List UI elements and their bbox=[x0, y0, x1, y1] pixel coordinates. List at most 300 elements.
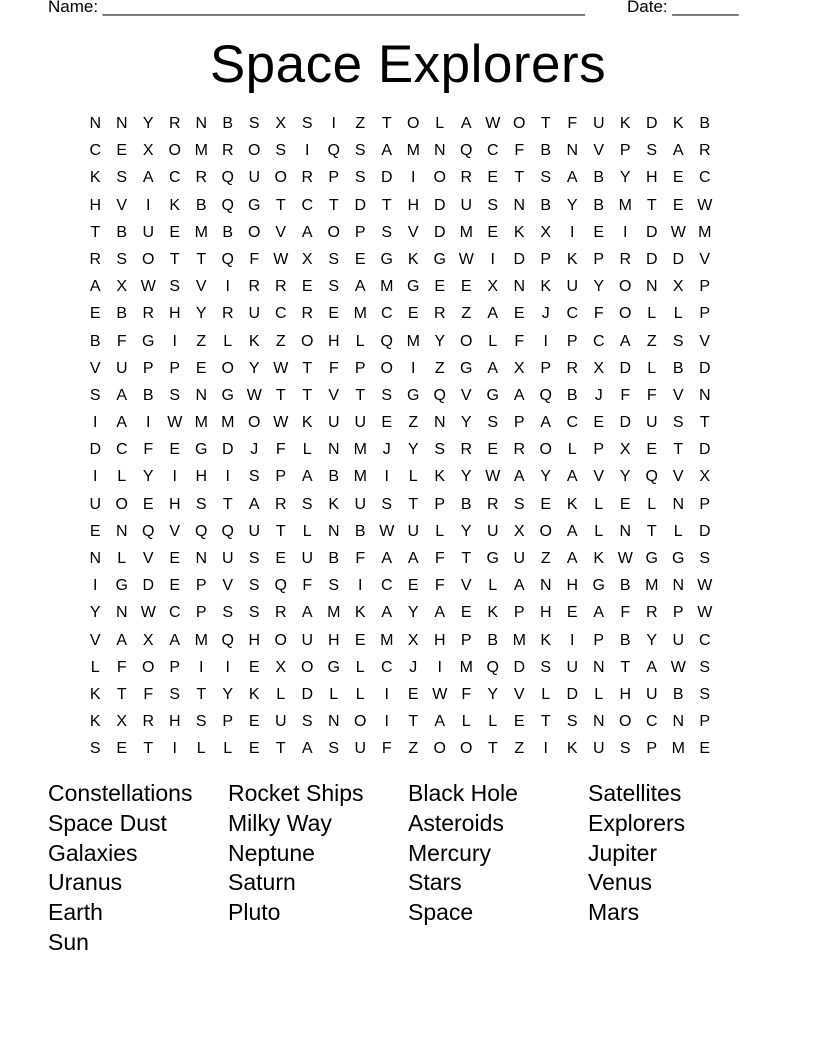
grid-letter[interactable]: V bbox=[116, 196, 128, 214]
grid-letter[interactable]: T bbox=[116, 685, 127, 703]
grid-letter[interactable]: L bbox=[647, 305, 657, 323]
grid-letter[interactable]: P bbox=[169, 658, 181, 676]
grid-letter[interactable]: K bbox=[540, 631, 552, 649]
grid-letter[interactable]: X bbox=[301, 250, 313, 268]
grid-letter[interactable]: A bbox=[116, 386, 128, 404]
grid-letter[interactable]: X bbox=[142, 142, 154, 160]
grid-letter[interactable]: T bbox=[408, 713, 419, 731]
grid-letter[interactable]: I bbox=[570, 631, 575, 649]
grid-letter[interactable]: S bbox=[328, 250, 340, 268]
grid-letter[interactable]: M bbox=[353, 305, 367, 323]
grid-letter[interactable]: W bbox=[697, 577, 713, 595]
grid-letter[interactable]: R bbox=[168, 115, 181, 132]
grid-letter[interactable]: I bbox=[490, 250, 495, 268]
grid-letter[interactable]: P bbox=[513, 414, 525, 432]
grid-letter[interactable]: C bbox=[380, 305, 393, 323]
grid-letter[interactable]: U bbox=[354, 414, 367, 432]
grid-letter[interactable]: L bbox=[594, 495, 604, 513]
grid-letter[interactable]: P bbox=[460, 631, 472, 649]
grid-letter[interactable]: E bbox=[460, 278, 472, 296]
grid-letter[interactable]: A bbox=[513, 386, 525, 404]
grid-letter[interactable]: G bbox=[592, 577, 605, 595]
grid-letter[interactable]: A bbox=[354, 278, 366, 296]
grid-letter[interactable]: W bbox=[697, 196, 713, 214]
grid-letter[interactable]: F bbox=[381, 740, 392, 758]
grid-letter[interactable]: I bbox=[93, 468, 98, 486]
grid-letter[interactable]: Z bbox=[355, 115, 366, 132]
grid-letter[interactable]: G bbox=[195, 441, 208, 459]
grid-letter[interactable]: Z bbox=[646, 332, 657, 350]
grid-letter[interactable]: E bbox=[593, 223, 605, 241]
grid-letter[interactable]: A bbox=[381, 550, 393, 567]
date-field[interactable]: Date: _______ bbox=[627, 0, 739, 16]
grid-letter[interactable]: V bbox=[407, 223, 419, 241]
grid-letter[interactable]: Z bbox=[514, 740, 525, 758]
grid-letter[interactable]: B bbox=[566, 386, 578, 404]
grid-letter[interactable]: T bbox=[461, 550, 472, 567]
grid-letter[interactable]: N bbox=[592, 713, 605, 731]
grid-letter[interactable]: B bbox=[222, 115, 234, 132]
grid-letter[interactable]: S bbox=[248, 604, 260, 622]
grid-letter[interactable]: I bbox=[437, 658, 442, 676]
grid-letter[interactable]: E bbox=[566, 604, 578, 622]
grid-letter[interactable]: R bbox=[645, 604, 658, 622]
grid-letter[interactable]: Z bbox=[408, 414, 419, 432]
grid-letter[interactable]: I bbox=[146, 414, 151, 432]
grid-letter[interactable]: D bbox=[380, 169, 393, 187]
grid-letter[interactable]: A bbox=[381, 604, 393, 622]
grid-letter[interactable]: P bbox=[328, 169, 340, 187]
grid-letter[interactable]: N bbox=[672, 713, 685, 731]
grid-letter[interactable]: L bbox=[355, 685, 365, 703]
grid-letter[interactable]: B bbox=[540, 196, 552, 214]
grid-letter[interactable]: U bbox=[460, 196, 473, 214]
grid-letter[interactable]: U bbox=[274, 713, 287, 731]
grid-letter[interactable]: Q bbox=[460, 142, 473, 160]
grid-letter[interactable]: L bbox=[329, 685, 339, 703]
grid-letter[interactable]: B bbox=[487, 631, 499, 649]
grid-letter[interactable]: B bbox=[672, 359, 684, 377]
grid-letter[interactable]: L bbox=[302, 441, 312, 459]
grid-letter[interactable]: D bbox=[354, 196, 367, 214]
grid-letter[interactable]: I bbox=[93, 577, 98, 595]
grid-letter[interactable]: L bbox=[117, 468, 127, 486]
grid-letter[interactable]: M bbox=[459, 658, 473, 676]
grid-letter[interactable]: Z bbox=[461, 305, 472, 323]
grid-letter[interactable]: L bbox=[541, 685, 551, 703]
grid-letter[interactable]: Q bbox=[274, 577, 287, 595]
grid-letter[interactable]: D bbox=[513, 250, 526, 268]
grid-letter[interactable]: W bbox=[617, 550, 633, 567]
grid-letter[interactable]: C bbox=[486, 142, 499, 160]
grid-letter[interactable]: D bbox=[433, 196, 446, 214]
grid-letter[interactable]: V bbox=[328, 386, 340, 404]
grid-letter[interactable]: R bbox=[248, 278, 261, 296]
grid-letter[interactable]: D bbox=[672, 250, 685, 268]
grid-letter[interactable]: P bbox=[142, 359, 154, 377]
grid-letter[interactable]: M bbox=[618, 196, 632, 214]
grid-letter[interactable]: F bbox=[328, 359, 339, 377]
grid-letter[interactable]: B bbox=[540, 142, 552, 160]
grid-letter[interactable]: F bbox=[249, 250, 260, 268]
grid-letter[interactable]: W bbox=[246, 386, 262, 404]
grid-letter[interactable]: S bbox=[487, 414, 499, 432]
grid-letter[interactable]: U bbox=[672, 631, 685, 649]
grid-letter[interactable]: K bbox=[566, 250, 578, 268]
grid-letter[interactable]: S bbox=[195, 713, 207, 731]
grid-letter[interactable]: V bbox=[275, 223, 287, 241]
grid-letter[interactable]: T bbox=[196, 685, 207, 703]
grid-letter[interactable]: G bbox=[486, 386, 499, 404]
grid-letter[interactable]: K bbox=[566, 740, 578, 758]
grid-letter[interactable]: O bbox=[619, 278, 632, 296]
grid-letter[interactable]: H bbox=[645, 169, 658, 187]
grid-letter[interactable]: S bbox=[169, 386, 181, 404]
grid-letter[interactable]: Y bbox=[619, 468, 631, 486]
grid-letter[interactable]: Q bbox=[221, 169, 234, 187]
grid-letter[interactable]: L bbox=[117, 550, 127, 567]
grid-letter[interactable]: Z bbox=[196, 332, 207, 350]
grid-letter[interactable]: E bbox=[513, 713, 525, 731]
grid-letter[interactable]: T bbox=[514, 169, 525, 187]
grid-letter[interactable]: E bbox=[116, 740, 128, 758]
grid-letter[interactable]: N bbox=[672, 495, 685, 513]
grid-letter[interactable]: P bbox=[169, 359, 181, 377]
grid-letter[interactable]: Q bbox=[221, 250, 234, 268]
grid-letter[interactable]: V bbox=[89, 631, 101, 649]
grid-letter[interactable]: F bbox=[434, 550, 445, 567]
grid-letter[interactable]: N bbox=[513, 278, 526, 296]
grid-letter[interactable]: N bbox=[645, 278, 658, 296]
grid-letter[interactable]: S bbox=[169, 278, 181, 296]
grid-letter[interactable]: C bbox=[566, 414, 579, 432]
grid-letter[interactable]: W bbox=[485, 115, 501, 132]
grid-letter[interactable]: V bbox=[89, 359, 101, 377]
grid-letter[interactable]: A bbox=[116, 414, 128, 432]
grid-letter[interactable]: B bbox=[328, 550, 340, 567]
grid-letter[interactable]: L bbox=[647, 359, 657, 377]
grid-letter[interactable]: X bbox=[513, 359, 525, 377]
grid-letter[interactable]: B bbox=[672, 685, 684, 703]
grid-letter[interactable]: R bbox=[566, 359, 579, 377]
grid-letter[interactable]: Y bbox=[460, 414, 472, 432]
grid-letter[interactable]: D bbox=[566, 685, 579, 703]
grid-letter[interactable]: T bbox=[143, 740, 154, 758]
grid-letter[interactable]: N bbox=[672, 577, 685, 595]
grid-letter[interactable]: P bbox=[593, 441, 605, 459]
grid-letter[interactable]: T bbox=[196, 250, 207, 268]
grid-letter[interactable]: T bbox=[381, 115, 392, 132]
grid-letter[interactable]: S bbox=[89, 386, 101, 404]
grid-letter[interactable]: G bbox=[407, 386, 420, 404]
grid-letter[interactable]: F bbox=[302, 577, 313, 595]
grid-letter[interactable]: A bbox=[460, 115, 472, 132]
grid-letter[interactable]: E bbox=[301, 278, 313, 296]
grid-letter[interactable]: I bbox=[93, 414, 98, 432]
grid-letter[interactable]: R bbox=[142, 305, 155, 323]
grid-letter[interactable]: A bbox=[407, 550, 419, 567]
grid-letter[interactable]: K bbox=[593, 550, 605, 567]
grid-letter[interactable]: K bbox=[487, 604, 499, 622]
grid-letter[interactable]: E bbox=[540, 495, 552, 513]
grid-letter[interactable]: W bbox=[167, 414, 183, 432]
grid-letter[interactable]: S bbox=[248, 550, 260, 567]
grid-letter[interactable]: W bbox=[273, 414, 289, 432]
grid-letter[interactable]: S bbox=[646, 142, 658, 160]
grid-letter[interactable]: G bbox=[380, 250, 393, 268]
grid-letter[interactable]: E bbox=[89, 305, 101, 323]
grid-letter[interactable]: E bbox=[407, 305, 419, 323]
grid-letter[interactable]: K bbox=[301, 414, 313, 432]
grid-letter[interactable]: N bbox=[89, 115, 102, 132]
grid-letter[interactable]: Y bbox=[434, 332, 446, 350]
grid-letter[interactable]: R bbox=[89, 250, 102, 268]
grid-letter[interactable]: H bbox=[619, 685, 632, 703]
grid-letter[interactable]: S bbox=[699, 658, 711, 676]
grid-letter[interactable]: E bbox=[169, 223, 181, 241]
grid-letter[interactable]: I bbox=[411, 359, 416, 377]
grid-letter[interactable]: O bbox=[142, 658, 155, 676]
grid-letter[interactable]: S bbox=[566, 713, 578, 731]
grid-letter[interactable]: U bbox=[566, 278, 579, 296]
grid-letter[interactable]: E bbox=[248, 713, 260, 731]
grid-letter[interactable]: R bbox=[274, 604, 287, 622]
grid-letter[interactable]: L bbox=[594, 522, 604, 540]
grid-letter[interactable]: S bbox=[248, 577, 260, 595]
grid-letter[interactable]: M bbox=[353, 468, 367, 486]
grid-letter[interactable]: Q bbox=[645, 468, 658, 486]
grid-letter[interactable]: Y bbox=[619, 169, 631, 187]
grid-letter[interactable]: U bbox=[327, 414, 340, 432]
grid-letter[interactable]: T bbox=[169, 250, 180, 268]
grid-letter[interactable]: Y bbox=[89, 604, 101, 622]
grid-letter[interactable]: N bbox=[195, 386, 208, 404]
grid-letter[interactable]: Y bbox=[142, 115, 154, 132]
grid-letter[interactable]: U bbox=[115, 359, 128, 377]
grid-letter[interactable]: D bbox=[619, 414, 632, 432]
grid-letter[interactable]: R bbox=[221, 142, 234, 160]
grid-letter[interactable]: W bbox=[458, 250, 474, 268]
grid-letter[interactable]: C bbox=[698, 169, 711, 187]
grid-letter[interactable]: T bbox=[328, 196, 339, 214]
grid-letter[interactable]: R bbox=[486, 495, 499, 513]
grid-letter[interactable]: X bbox=[487, 278, 499, 296]
grid-letter[interactable]: T bbox=[646, 522, 657, 540]
name-field[interactable]: Name: ___________________________________________________ bbox=[48, 0, 585, 16]
grid-letter[interactable]: W bbox=[379, 522, 395, 540]
grid-letter[interactable]: J bbox=[382, 441, 391, 459]
grid-letter[interactable]: M bbox=[406, 142, 420, 160]
grid-letter[interactable]: E bbox=[513, 305, 525, 323]
grid-letter[interactable]: D bbox=[645, 223, 658, 241]
grid-letter[interactable]: T bbox=[355, 386, 366, 404]
grid-letter[interactable]: A bbox=[487, 305, 499, 323]
grid-letter[interactable]: I bbox=[305, 142, 310, 160]
grid-letter[interactable]: X bbox=[116, 278, 128, 296]
grid-letter[interactable]: S bbox=[381, 386, 393, 404]
grid-letter[interactable]: T bbox=[222, 495, 233, 513]
grid-letter[interactable]: K bbox=[169, 196, 181, 214]
grid-letter[interactable]: E bbox=[275, 550, 287, 567]
grid-letter[interactable]: Z bbox=[275, 332, 286, 350]
grid-letter[interactable]: W bbox=[670, 223, 686, 241]
grid-letter[interactable]: V bbox=[169, 522, 181, 540]
grid-letter[interactable]: O bbox=[301, 332, 314, 350]
grid-letter[interactable]: O bbox=[274, 169, 287, 187]
grid-letter[interactable]: T bbox=[381, 196, 392, 214]
grid-letter[interactable]: S bbox=[619, 740, 631, 758]
grid-letter[interactable]: A bbox=[566, 468, 578, 486]
grid-letter[interactable]: B bbox=[460, 495, 472, 513]
grid-letter[interactable]: P bbox=[354, 359, 366, 377]
grid-letter[interactable]: R bbox=[698, 142, 711, 160]
grid-letter[interactable]: I bbox=[172, 740, 177, 758]
grid-letter[interactable]: Z bbox=[434, 359, 445, 377]
grid-letter[interactable]: N bbox=[195, 115, 208, 132]
grid-letter[interactable]: Y bbox=[540, 468, 552, 486]
grid-letter[interactable]: E bbox=[89, 522, 101, 540]
grid-letter[interactable]: S bbox=[699, 550, 711, 567]
grid-letter[interactable]: T bbox=[275, 740, 286, 758]
grid-letter[interactable]: G bbox=[486, 550, 499, 567]
grid-letter[interactable]: O bbox=[407, 115, 420, 132]
grid-letter[interactable]: U bbox=[301, 631, 314, 649]
grid-letter[interactable]: N bbox=[115, 115, 128, 132]
grid-letter[interactable]: E bbox=[169, 577, 181, 595]
grid-letter[interactable]: J bbox=[250, 441, 259, 459]
grid-letter[interactable]: S bbox=[540, 658, 552, 676]
grid-letter[interactable]: T bbox=[408, 495, 419, 513]
grid-letter[interactable]: R bbox=[142, 713, 155, 731]
grid-letter[interactable]: J bbox=[594, 386, 603, 404]
grid-letter[interactable]: A bbox=[566, 550, 578, 567]
grid-letter[interactable]: Y bbox=[460, 522, 472, 540]
grid-letter[interactable]: O bbox=[168, 142, 181, 160]
grid-letter[interactable]: H bbox=[407, 196, 420, 214]
grid-letter[interactable]: O bbox=[513, 115, 526, 132]
grid-letter[interactable]: I bbox=[146, 196, 151, 214]
grid-letter[interactable]: S bbox=[222, 604, 234, 622]
grid-letter[interactable]: K bbox=[248, 332, 260, 350]
grid-letter[interactable]: C bbox=[115, 441, 128, 459]
grid-letter[interactable]: O bbox=[115, 495, 128, 513]
grid-letter[interactable]: Y bbox=[646, 631, 658, 649]
grid-letter[interactable]: L bbox=[673, 305, 683, 323]
grid-letter[interactable]: J bbox=[541, 305, 550, 323]
grid-letter[interactable]: G bbox=[142, 332, 155, 350]
grid-letter[interactable]: I bbox=[358, 577, 363, 595]
grid-letter[interactable]: N bbox=[619, 522, 632, 540]
grid-letter[interactable]: F bbox=[143, 441, 154, 459]
grid-letter[interactable]: P bbox=[699, 495, 711, 513]
grid-letter[interactable]: S bbox=[672, 414, 684, 432]
grid-letter[interactable]: R bbox=[433, 305, 446, 323]
grid-letter[interactable]: B bbox=[619, 631, 631, 649]
grid-letter[interactable]: L bbox=[223, 740, 233, 758]
grid-letter[interactable]: Q bbox=[539, 386, 552, 404]
grid-letter[interactable]: P bbox=[699, 305, 711, 323]
grid-letter[interactable]: B bbox=[699, 115, 711, 132]
grid-letter[interactable]: Q bbox=[195, 522, 208, 540]
grid-letter[interactable]: X bbox=[275, 115, 287, 132]
grid-letter[interactable]: T bbox=[302, 386, 313, 404]
grid-letter[interactable]: T bbox=[540, 713, 551, 731]
grid-letter[interactable]: O bbox=[248, 142, 261, 160]
grid-letter[interactable]: H bbox=[327, 332, 340, 350]
grid-letter[interactable]: R bbox=[460, 169, 473, 187]
grid-letter[interactable]: A bbox=[513, 468, 525, 486]
grid-letter[interactable]: I bbox=[570, 223, 575, 241]
grid-letter[interactable]: A bbox=[619, 332, 631, 350]
grid-letter[interactable]: U bbox=[645, 685, 658, 703]
grid-letter[interactable]: A bbox=[381, 142, 393, 160]
grid-letter[interactable]: M bbox=[380, 631, 394, 649]
grid-letter[interactable]: L bbox=[488, 713, 498, 731]
grid-letter[interactable]: D bbox=[221, 441, 234, 459]
grid-letter[interactable]: N bbox=[592, 658, 605, 676]
grid-letter[interactable]: W bbox=[670, 658, 686, 676]
grid-letter[interactable]: I bbox=[384, 685, 389, 703]
grid-letter[interactable]: R bbox=[221, 305, 234, 323]
grid-letter[interactable]: S bbox=[487, 196, 499, 214]
grid-letter[interactable]: I bbox=[384, 713, 389, 731]
grid-letter[interactable]: U bbox=[248, 169, 261, 187]
grid-letter[interactable]: O bbox=[248, 223, 261, 241]
grid-letter[interactable]: I bbox=[172, 468, 177, 486]
grid-letter[interactable]: Y bbox=[460, 468, 472, 486]
grid-letter[interactable]: Q bbox=[433, 386, 446, 404]
grid-letter[interactable]: Q bbox=[221, 522, 234, 540]
grid-letter[interactable]: C bbox=[645, 713, 658, 731]
grid-letter[interactable]: B bbox=[116, 223, 128, 241]
grid-letter[interactable]: O bbox=[619, 305, 632, 323]
grid-letter[interactable]: K bbox=[619, 115, 631, 132]
grid-letter[interactable]: S bbox=[381, 223, 393, 241]
grid-letter[interactable]: A bbox=[301, 740, 313, 758]
grid-letter[interactable]: L bbox=[461, 713, 471, 731]
grid-letter[interactable]: P bbox=[513, 604, 525, 622]
grid-letter[interactable]: B bbox=[142, 386, 154, 404]
grid-letter[interactable]: M bbox=[645, 577, 659, 595]
grid-letter[interactable]: G bbox=[672, 550, 685, 567]
grid-letter[interactable]: A bbox=[434, 713, 446, 731]
grid-letter[interactable]: Q bbox=[221, 196, 234, 214]
grid-letter[interactable]: G bbox=[645, 550, 658, 567]
grid-letter[interactable]: K bbox=[540, 278, 552, 296]
grid-letter[interactable]: S bbox=[116, 250, 128, 268]
grid-letter[interactable]: G bbox=[407, 278, 420, 296]
grid-letter[interactable]: R bbox=[274, 278, 287, 296]
grid-letter[interactable]: X bbox=[513, 522, 525, 540]
grid-letter[interactable]: V bbox=[195, 278, 207, 296]
grid-letter[interactable]: E bbox=[142, 495, 154, 513]
grid-letter[interactable]: Y bbox=[566, 196, 578, 214]
grid-letter[interactable]: S bbox=[89, 740, 101, 758]
grid-letter[interactable]: E bbox=[487, 223, 499, 241]
grid-letter[interactable]: O bbox=[354, 713, 367, 731]
grid-letter[interactable]: U bbox=[354, 495, 367, 513]
grid-letter[interactable]: S bbox=[195, 495, 207, 513]
grid-letter[interactable]: B bbox=[116, 305, 128, 323]
grid-letter[interactable]: E bbox=[699, 740, 711, 758]
grid-letter[interactable]: U bbox=[142, 223, 155, 241]
grid-letter[interactable]: T bbox=[540, 115, 551, 132]
grid-letter[interactable]: E bbox=[354, 631, 366, 649]
grid-letter[interactable]: L bbox=[647, 495, 657, 513]
grid-letter[interactable]: B bbox=[89, 332, 101, 350]
grid-letter[interactable]: I bbox=[543, 332, 548, 350]
grid-letter[interactable]: H bbox=[168, 495, 181, 513]
